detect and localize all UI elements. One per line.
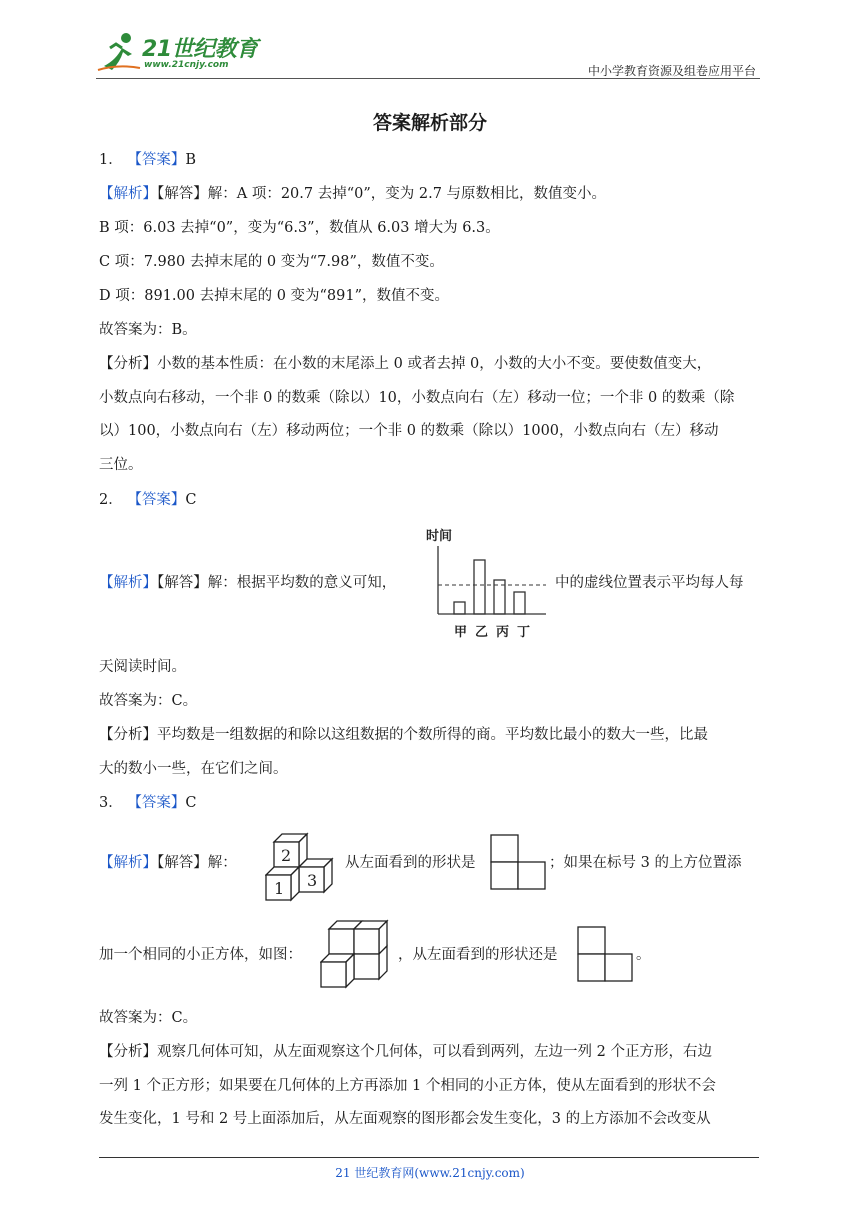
q1-fenxi3: 以）100，小数点向右（左）移动两位；一个非 0 的数乘（除以）1000，小数点向右（左）移动 xyxy=(99,423,719,439)
q2-fenxi2: 大的数小一些，在它们之间。 xyxy=(99,761,288,777)
q3-fenxi3: 发生变化，1 号和 2 号上面添加后，从左面观察的图形都会发生变化，3 的上方添加不会改变从 xyxy=(99,1111,711,1127)
left-view-shape-2 xyxy=(577,926,635,982)
q3-jiexi-line-c: ；如果在标号 3 的上方位置添 xyxy=(549,855,742,871)
q1-number: 1． xyxy=(99,152,123,168)
q1-fenxi4: 三位。 xyxy=(99,457,143,473)
q1-fenxi1: 【分析】小数的基本性质：在小数的末尾添上 0 或者去掉 0，小数的大小不变。要使数值变大， xyxy=(99,356,712,372)
logo-url: www.21cnjy.com xyxy=(144,60,229,70)
numbered-cubes-figure xyxy=(265,828,345,904)
chart-bar-jia xyxy=(454,602,465,614)
q2-jiexi-line-a: 【解析】【解答】解：根据平均数的意义可知， xyxy=(99,575,397,591)
q2-number: 2． xyxy=(99,492,123,508)
added-cubes-figure xyxy=(320,915,396,991)
q3-fenxi2: 一列 1 个正方形；如果要在几何体的上方再添加 1 个相同的小正方体，使从左面看到的形状不会 xyxy=(99,1078,716,1094)
q2-line3: 故答案为：C。 xyxy=(99,693,198,709)
logo-text: 21世纪教育 xyxy=(142,37,258,62)
page-title: 答案解析部分 xyxy=(372,112,487,134)
q3-line2b: ，从左面看到的形状还是 xyxy=(398,947,558,963)
chart-bar-yi xyxy=(474,560,485,614)
q1-jiexi-tag: 【解析】 xyxy=(99,186,157,202)
q2-jiexi-tag: 【解析】 xyxy=(99,575,157,591)
chart-cat-1: 乙 xyxy=(475,625,489,640)
q1-jiexi-line: 【解析】【解答】解：A 项：20.7 去掉“0”，变为 2.7 与原数相比，数值变小。 xyxy=(99,186,607,202)
chart-ylabel: 时间 xyxy=(426,529,453,544)
left-view-shape-1 xyxy=(490,834,548,890)
average-bar-chart xyxy=(418,524,552,642)
q3-line2c: 。 xyxy=(636,947,651,963)
q3-line2a: 加一个相同的小正方体，如图： xyxy=(99,947,302,963)
q1-line2: B 项：6.03 去掉“0”，变为“6.3”，数值从 6.03 增大为 6.3。 xyxy=(99,220,500,236)
logo xyxy=(96,30,266,78)
q1-answer-line xyxy=(99,150,196,170)
q1-line4: D 项：891.00 去掉末尾的 0 变为“891”，数值不变。 xyxy=(99,288,450,304)
q2-answer: C xyxy=(185,492,197,508)
chart-cat-2: 丙 xyxy=(496,625,510,640)
q1-answer: B xyxy=(185,152,196,168)
q2-answer-line xyxy=(99,490,196,510)
header-divider xyxy=(96,78,760,79)
q1-line3: C 项：7.980 去掉末尾的 0 变为“7.98”，数值不变。 xyxy=(99,254,444,270)
q3-jiexi-line-b: 从左面看到的形状是 xyxy=(345,855,476,871)
platform-label: 中小学教育资源及组卷应用平台 xyxy=(587,64,756,78)
q3-answer: C xyxy=(185,795,197,811)
cube-label-3: 3 xyxy=(307,871,318,890)
q3-answer-line xyxy=(99,793,196,813)
q3-jiexi-tag: 【解析】 xyxy=(99,855,157,871)
cube-label-2: 2 xyxy=(281,846,292,865)
q3-number: 3． xyxy=(99,795,123,811)
runner-logo-icon xyxy=(96,30,142,76)
q3-jiexi-line-a: 【解析】【解答】解： xyxy=(99,855,237,871)
q2-line2: 天阅读时间。 xyxy=(99,659,186,675)
q3-answer-tag: 【答案】 xyxy=(127,795,186,811)
q3-fenxi1: 【分析】观察几何体可知，从左面观察这个几何体，可以看到两列，左边一列 2 个正方形，右边 xyxy=(99,1044,712,1060)
page-footer: 21 世纪教育网(www.21cnjy.com) xyxy=(335,1166,525,1180)
q3-line3: 故答案为：C。 xyxy=(99,1010,198,1026)
footer-divider xyxy=(99,1157,759,1158)
chart-bar-ding xyxy=(514,592,525,614)
q1-fenxi2: 小数点向右移动，一个非 0 的数乘（除以）10，小数点向右（左）移动一位；一个非 0 的数乘（除 xyxy=(99,390,735,406)
q1-line5: 故答案为：B。 xyxy=(99,322,197,338)
cube-label-1: 1 xyxy=(274,879,285,898)
q2-answer-tag: 【答案】 xyxy=(127,492,186,508)
chart-cat-3: 丁 xyxy=(517,625,531,640)
page-header xyxy=(96,30,760,80)
q2-jiexi-line-b: 中的虚线位置表示平均每人每 xyxy=(555,575,744,591)
q2-fenxi1: 【分析】平均数是一组数据的和除以这组数据的个数所得的商。平均数比最小的数大一些，比最 xyxy=(99,727,708,743)
chart-cat-0: 甲 xyxy=(454,625,468,640)
q1-answer-tag: 【答案】 xyxy=(127,152,186,168)
